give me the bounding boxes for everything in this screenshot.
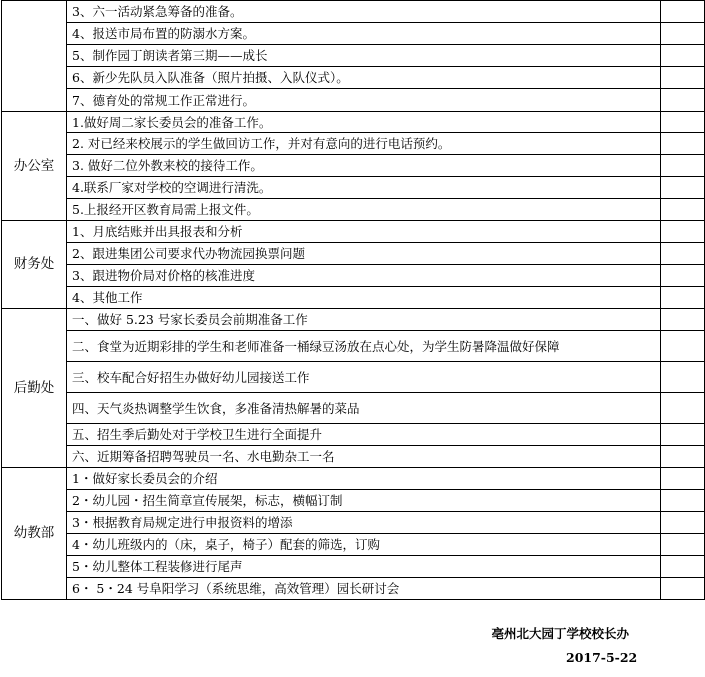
remarks-cell: [661, 112, 705, 133]
table-row: [2, 45, 705, 67]
task-item: 3、六一活动紧急筹备的准备。: [67, 1, 661, 23]
remarks-cell: [661, 446, 705, 468]
table-row: [2, 468, 705, 490]
table-row: [2, 534, 705, 556]
task-item: 5、制作园丁朗读者第三期——成长: [67, 45, 661, 67]
task-item: 六、近期筹备招聘驾驶员一名、水电勤杂工一名: [67, 446, 661, 468]
remarks-cell: [661, 556, 705, 578]
remarks-cell: [661, 177, 705, 199]
remarks-cell: [661, 23, 705, 45]
table-row: [2, 578, 705, 600]
table-row: [2, 393, 705, 424]
task-item: 4、其他工作: [67, 287, 661, 309]
plan-table-body: [2, 1, 705, 600]
task-item: 3・根据教育局规定进行申报资料的增添: [67, 512, 661, 534]
remarks-cell: [661, 155, 705, 177]
table-row: [2, 446, 705, 468]
table-row: [2, 89, 705, 112]
remarks-cell: [661, 331, 705, 362]
table-row: [2, 362, 705, 393]
remarks-cell: [661, 534, 705, 556]
organization-name: 亳州北大园丁学校校长办: [491, 626, 629, 641]
task-item: 7、德育处的常规工作正常进行。: [67, 89, 661, 112]
task-item: 6、新少先队员入队准备（照片拍摄、入队仪式）。: [67, 67, 661, 89]
table-row: [2, 221, 705, 243]
weekly-work-plan-table: [1, 0, 705, 600]
table-row: [2, 23, 705, 45]
remarks-cell: [661, 393, 705, 424]
table-row: [2, 177, 705, 199]
department-cell: 后勤处: [2, 309, 67, 468]
task-item: 四、天气炎热调整学生饮食，多准备清热解暑的菜品: [67, 393, 661, 424]
task-item: 2、跟进集团公司要求代办物流园换票问题: [67, 243, 661, 265]
department-cell: [2, 1, 67, 112]
task-item: 1.做好周二家长委员会的准备工作。: [67, 112, 661, 133]
task-item: 4.联系厂家对学校的空调进行清洗。: [67, 177, 661, 199]
remarks-cell: [661, 221, 705, 243]
table-row: [2, 67, 705, 89]
remarks-cell: [661, 512, 705, 534]
department-cell: 财务处: [2, 221, 67, 309]
remarks-cell: [661, 424, 705, 446]
task-item: 1、月底结账并出具报表和分析: [67, 221, 661, 243]
task-item: 4・幼儿班级内的（床，桌子，椅子）配套的筛选，订购: [67, 534, 661, 556]
department-cell: 办公室: [2, 112, 67, 221]
remarks-cell: [661, 1, 705, 23]
table-row: [2, 331, 705, 362]
table-row: [2, 199, 705, 221]
table-row: [2, 556, 705, 578]
task-item: 3、跟进物价局对价格的核准进度: [67, 265, 661, 287]
task-item: 5・幼儿整体工程装修进行尾声: [67, 556, 661, 578]
table-row: [2, 112, 705, 133]
task-item: 二、食堂为近期彩排的学生和老师准备一桶绿豆汤放在点心处，为学生防暑降温做好保障: [67, 331, 661, 362]
task-item: 五、招生季后勤处对于学校卫生进行全面提升: [67, 424, 661, 446]
table-row: [2, 265, 705, 287]
task-item: 6・ 5・24 号阜阳学习（系统思维，高效管理）园长研讨会: [67, 578, 661, 600]
department-cell: 幼教部: [2, 468, 67, 600]
task-item: 三、校车配合好招生办做好幼儿园接送工作: [67, 362, 661, 393]
table-row: [2, 287, 705, 309]
remarks-cell: [661, 67, 705, 89]
remarks-cell: [661, 199, 705, 221]
remarks-cell: [661, 287, 705, 309]
task-item: 2. 对已经来校展示的学生做回访工作，并对有意向的进行电话预约。: [67, 133, 661, 155]
table-row: [2, 243, 705, 265]
remarks-cell: [661, 265, 705, 287]
task-item: 2・幼儿园・招生简章宣传展架，标志，横幅订制: [67, 490, 661, 512]
task-item: 3. 做好二位外教来校的接待工作。: [67, 155, 661, 177]
table-row: [2, 512, 705, 534]
remarks-cell: [661, 243, 705, 265]
task-item: 一、做好 5.23 号家长委员会前期准备工作: [67, 309, 661, 331]
table-row: [2, 490, 705, 512]
remarks-cell: [661, 89, 705, 112]
remarks-cell: [661, 578, 705, 600]
remarks-cell: [661, 45, 705, 67]
remarks-cell: [661, 133, 705, 155]
report-date: 2017-5-22: [566, 650, 638, 665]
remarks-cell: [661, 362, 705, 393]
remarks-cell: [661, 468, 705, 490]
task-item: 1・做好家长委员会的介绍: [67, 468, 661, 490]
task-item: 4、报送市局布置的防溺水方案。: [67, 23, 661, 45]
table-row: [2, 424, 705, 446]
table-row: [2, 309, 705, 331]
task-item: 5.上报经开区教育局需上报文件。: [67, 199, 661, 221]
remarks-cell: [661, 490, 705, 512]
remarks-cell: [661, 309, 705, 331]
table-row: [2, 133, 705, 155]
table-row: [2, 1, 705, 23]
table-row: [2, 155, 705, 177]
